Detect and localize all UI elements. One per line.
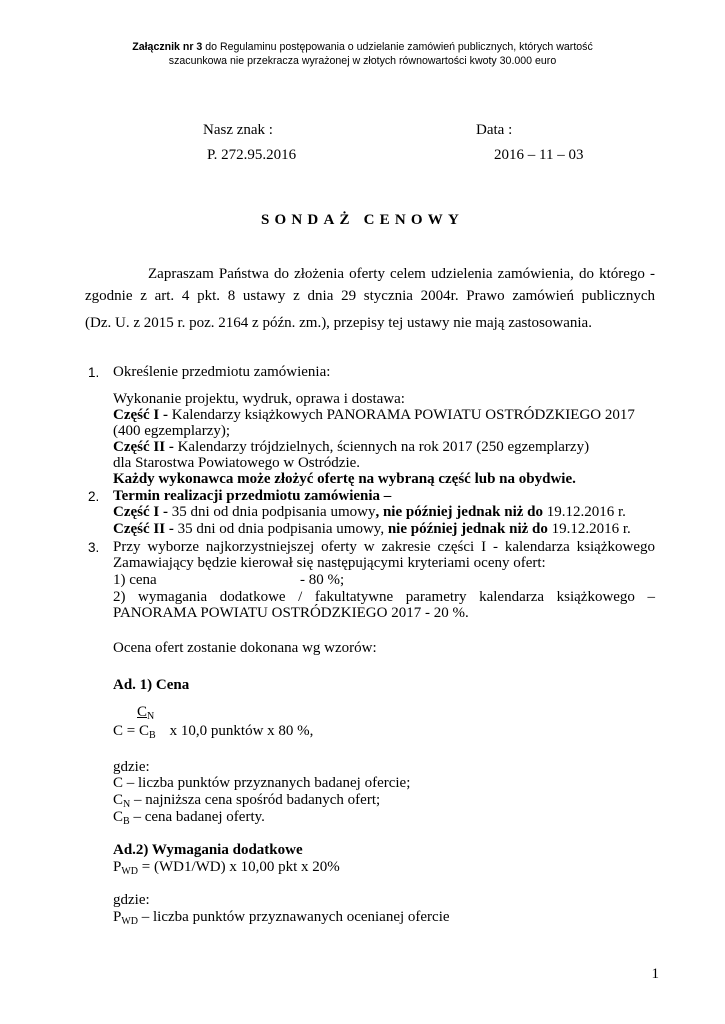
definition-cn-symbol: C xyxy=(113,792,124,808)
criterion-2-line-1: 2) wymagania dodatkowe / fakultatywne parametry kalendarza książkowego – xyxy=(113,589,655,605)
intro-line-3: (Dz. U. z 2015 r. poz. 2164 z późn. zm.), przepisy tej ustawy nie mają zastosowania. xyxy=(85,315,592,331)
part-2-label: Część II - xyxy=(113,439,178,455)
ad-2-heading: Ad.2) Wymagania dodatkowe xyxy=(113,842,303,858)
part-1-label: Część I - xyxy=(113,407,172,423)
page-number: 1 xyxy=(651,966,659,982)
our-ref-label: Nasz znak : xyxy=(203,122,273,138)
section-2-heading-line xyxy=(113,488,391,505)
formula-line xyxy=(113,723,313,740)
intro-paragraph xyxy=(85,266,655,283)
document-title: SONDAŻ CENOWY xyxy=(260,212,465,228)
date-value: 2016 – 11 – 03 xyxy=(494,147,584,163)
pwd-subscript: WD xyxy=(121,866,139,877)
date-label: Data : xyxy=(476,122,513,138)
ad-1-heading: Ad. 1) Cena xyxy=(113,677,190,693)
section-1-note: Każdy wykonawca może złożyć ofertę na wybraną część lub na obydwie. xyxy=(113,471,576,487)
section-3-line-1: Przy wyborze najkorzystniejszej oferty w zakresie części I - kalendarza książkowego xyxy=(113,539,655,555)
pwd-definition xyxy=(113,909,450,926)
deadline-part-1-text: 35 dni od dnia podpisania umowy xyxy=(167,504,376,520)
definition-cn-text: – najniższa cena spośród badanych ofert; xyxy=(130,792,381,808)
evaluation-intro: Ocena ofert zostanie dokonana wg wzorów: xyxy=(113,640,377,656)
criterion-1-label: 1) cena xyxy=(113,572,157,588)
definition-cn-subscript: N xyxy=(123,799,131,810)
section-2-heading: Termin realizacji przedmiotu zamówienia – xyxy=(113,488,392,504)
our-ref-value: P. 272.95.2016 xyxy=(207,147,297,163)
header-line-1: Załącznik nr 3 do Regulaminu postępowania o udzielanie zamówień publicznych, których wartość xyxy=(132,41,593,53)
criterion-1-value: - 80 %; xyxy=(300,572,345,588)
document-header xyxy=(60,40,665,68)
formula-lhs: C = xyxy=(113,723,139,739)
deadline-part-2-label: Część II - xyxy=(113,521,174,537)
section-3-number: 3. xyxy=(88,540,100,555)
definition-c: C – liczba punktów przyznanych badanej ofercie; xyxy=(113,775,411,791)
definition-cb-symbol: C xyxy=(113,809,124,825)
section-1-line-1: Wykonanie projektu, wydruk, oprawa i dostawa: xyxy=(113,391,405,407)
criterion-2-line-2: PANORAMA POWIATU OSTRÓDZKIEGO 2017 - 20 %. xyxy=(113,605,469,621)
definition-cn xyxy=(113,792,380,809)
section-2-number: 2. xyxy=(88,489,100,504)
where-1: gdzie: xyxy=(113,759,150,775)
formula-numerator xyxy=(137,704,154,721)
formula-rest: x 10,0 punktów x 80 %, xyxy=(169,723,314,739)
formula-denominator-subscript: B xyxy=(148,730,156,741)
ad-2-heading-line xyxy=(113,842,303,859)
definition-cb-subscript: B xyxy=(123,816,130,827)
deadline-part-1-label: Część I - xyxy=(113,504,168,520)
section-1-number: 1. xyxy=(88,365,100,380)
header-line-2: szacunkowa nie przekracza wyrażonej w złotych równowartości kwoty 30.000 euro xyxy=(168,55,557,67)
deadline-part-2-date: 19.12.2016 r. xyxy=(547,521,631,537)
part-1-description: Część I - Kalendarzy książkowych PANORAMA POWIATU OSTRÓDZKIEGO 2017 xyxy=(113,407,635,423)
formula-denominator-symbol: C xyxy=(138,723,149,739)
deadline-part-1-bold: , nie później jednak niż do xyxy=(375,504,543,520)
formula-numerator-subscript: N xyxy=(147,711,155,722)
deadline-part-2 xyxy=(113,521,631,538)
deadline-part-2-text: 35 dni od dnia podpisania umowy, xyxy=(173,521,388,537)
definition-cb-text: – cena badanej oferty. xyxy=(129,809,265,825)
pwd-definition-text: – liczba punktów przyznawanych ocenianej ofercie xyxy=(138,909,450,925)
part-2-recipient: dla Starostwa Powiatowego w Ostródzie. xyxy=(113,455,361,471)
pwd-formula xyxy=(113,859,340,876)
definition-cb xyxy=(113,809,265,826)
pwd-formula-text: = (WD1/WD) x 10,00 pkt x 20% xyxy=(138,859,340,875)
pwd-definition-subscript: WD xyxy=(121,916,139,927)
where-2: gdzie: xyxy=(113,892,150,908)
attachment-label: Załącznik nr 3 xyxy=(132,41,203,53)
intro-line-2: zgodnie z art. 4 pkt. 8 ustawy z dnia 29 stycznia 2004r. Prawo zamówień publicznych xyxy=(85,288,655,304)
part-1-quantity: (400 egzemplarzy); xyxy=(113,423,231,439)
deadline-part-1-date: 19.12.2016 r. xyxy=(543,504,626,520)
section-1-note-line xyxy=(113,471,576,488)
pwd-definition-symbol: P xyxy=(113,909,122,925)
ad-1-heading-line xyxy=(113,677,189,694)
section-1-heading: Określenie przedmiotu zamówienia: xyxy=(113,364,331,380)
deadline-part-2-bold: nie później jednak niż do xyxy=(387,521,548,537)
pwd-symbol: P xyxy=(113,859,122,875)
deadline-part-1 xyxy=(113,504,626,521)
part-2-description: Część II - Kalendarzy trójdzielnych, ściennych na rok 2017 (250 egzemplarzy) xyxy=(113,439,590,455)
section-3-line-2: Zamawiający będzie kierował się następującymi kryteriami oceny ofert: xyxy=(113,555,546,571)
intro-line-1: Zapraszam Państwa do złożenia oferty celem udzielenia zamówienia, do którego - xyxy=(148,266,655,282)
formula-numerator-symbol: C xyxy=(137,704,148,720)
